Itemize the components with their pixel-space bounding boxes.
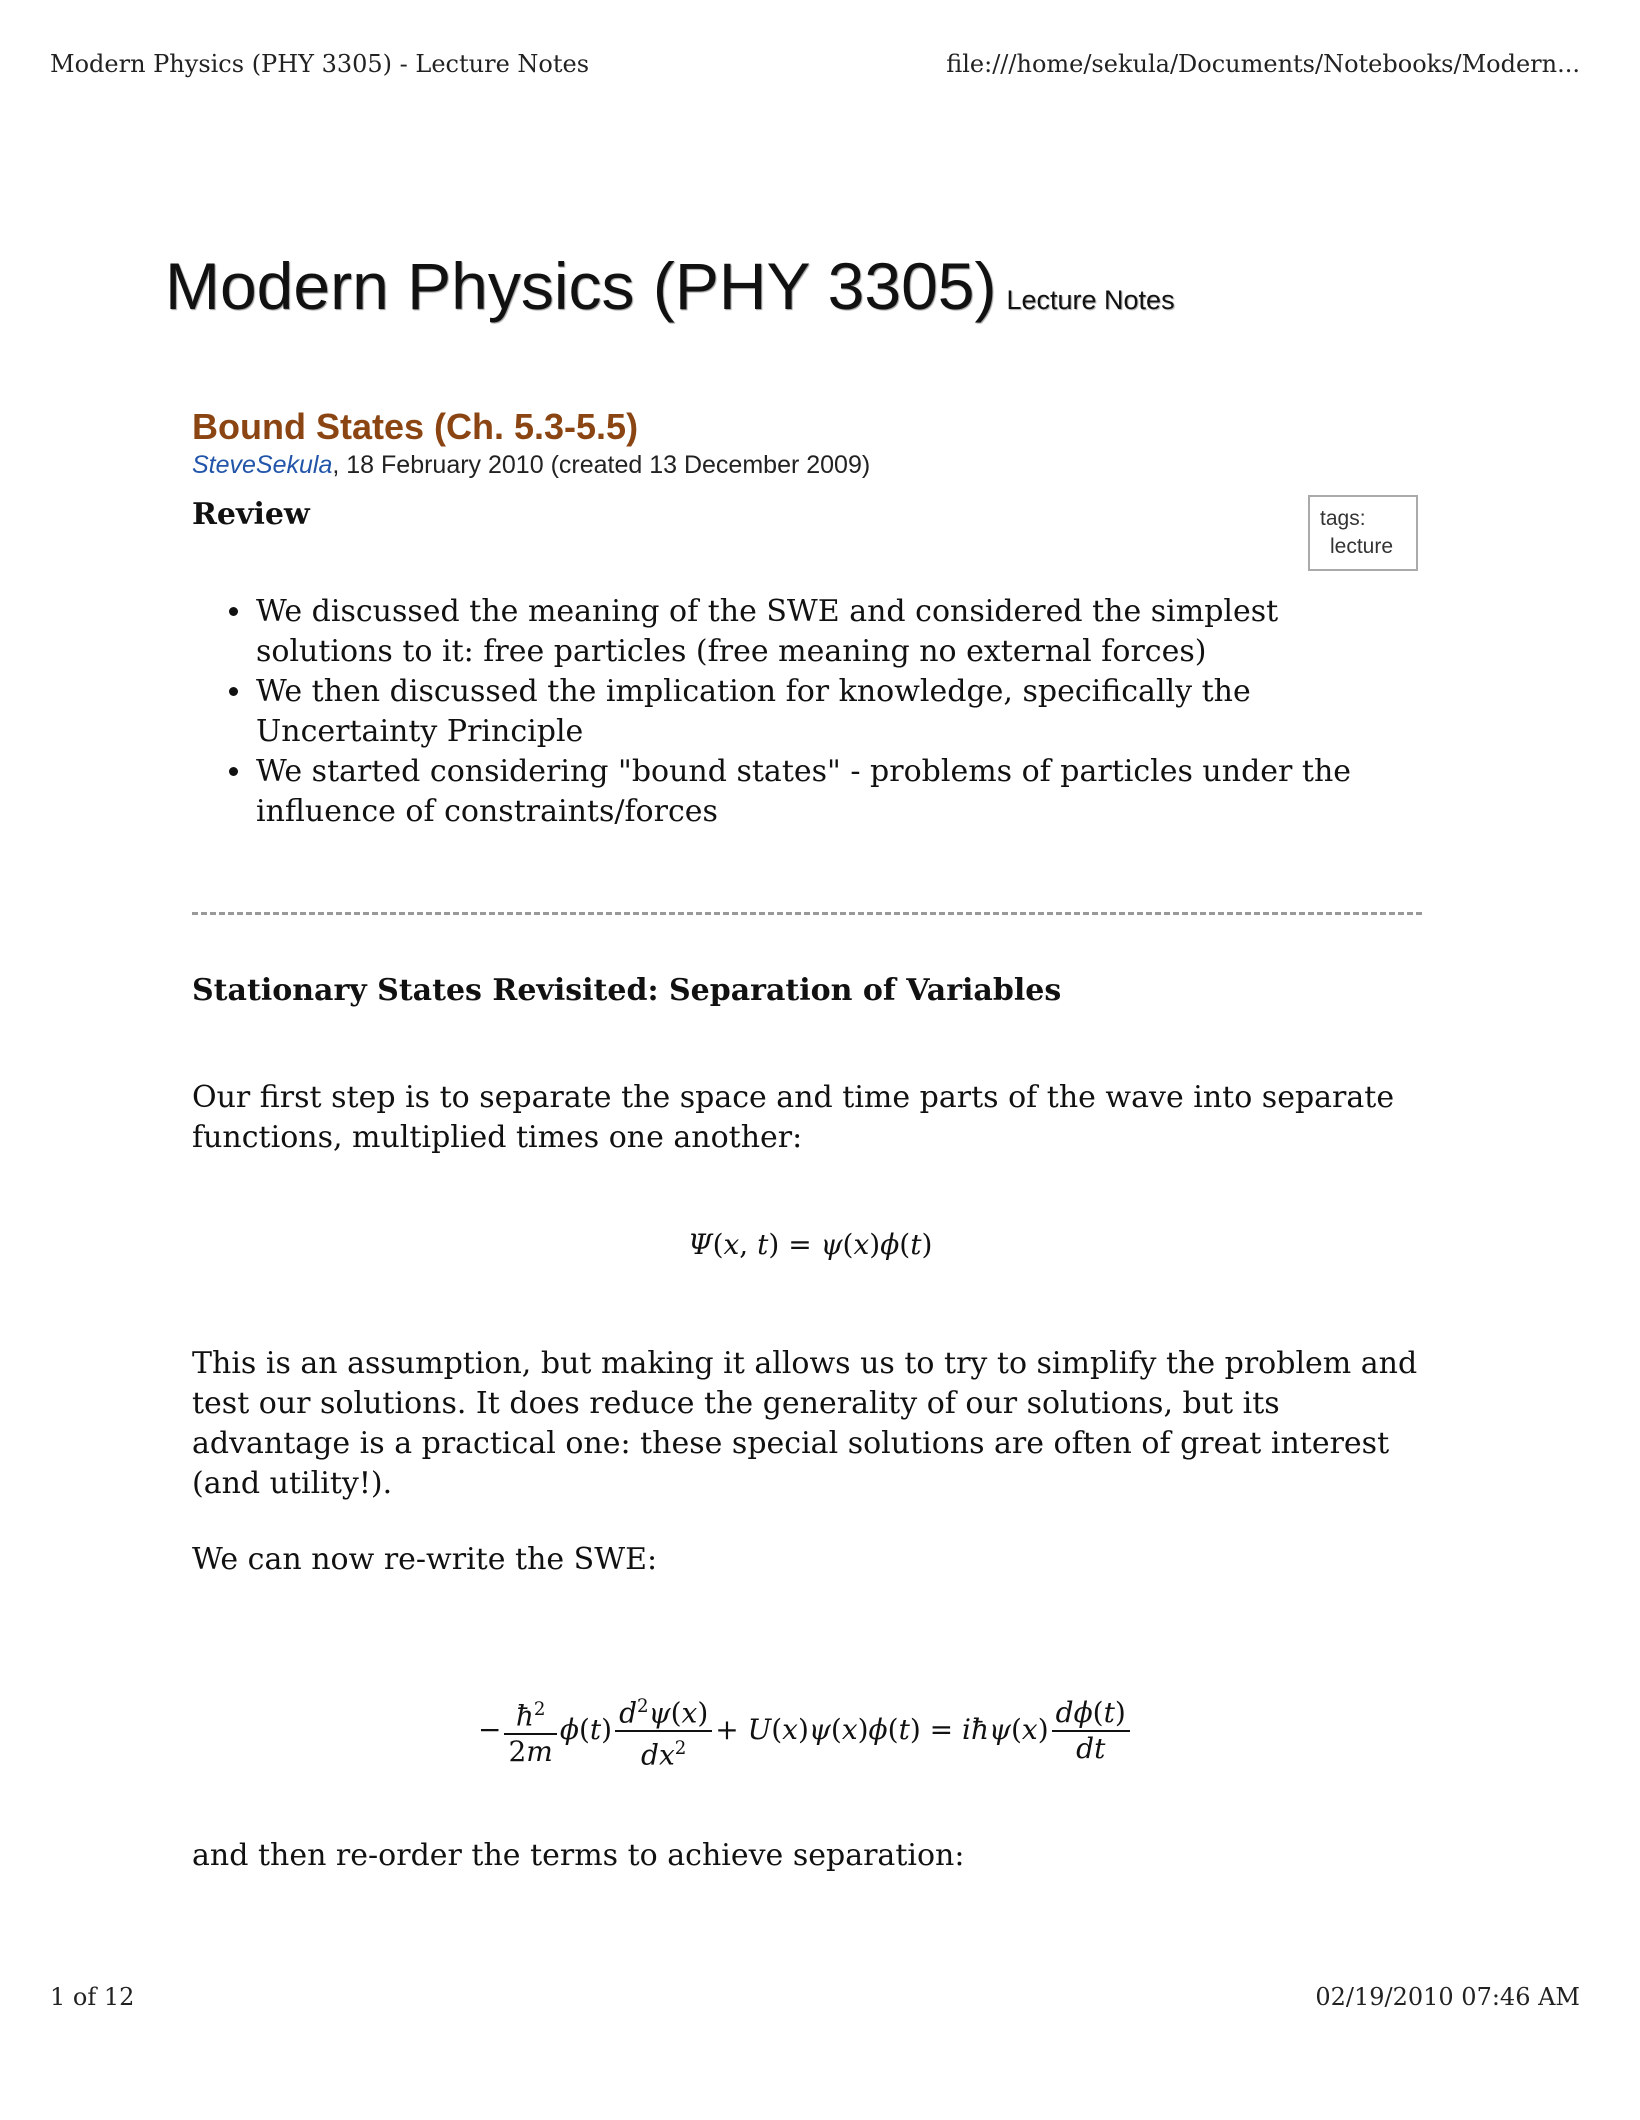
- paragraph-separate: Our first step is to separate the space and time parts of the wave into separate functions, multiplied times one another:: [192, 1080, 1395, 1155]
- paragraph-reorder: and then re-order the terms to achieve separation:: [192, 1838, 965, 1873]
- print-header-url: file:///home/sekula/Documents/Notebooks/Modern...: [946, 50, 1580, 78]
- paragraph-rewrite: We can now re-write the SWE:: [192, 1542, 658, 1577]
- list-item: • We then discussed the implication for knowledge, specifically the Uncertainty Principle: [254, 672, 1404, 752]
- tag-lecture[interactable]: lecture: [1330, 535, 1394, 558]
- list-item: • We started considering "bound states" - problems of particles under the influence of constraints/forces: [254, 752, 1404, 832]
- tags-label: tags:: [1320, 507, 1366, 530]
- print-header-title: Modern Physics (PHY 3305) - Lecture Notes: [50, 50, 590, 78]
- section-heading: Stationary States Revisited: Separation of Variables: [192, 973, 1062, 1008]
- tags-box: [1308, 495, 1418, 571]
- review-heading: Review: [192, 497, 310, 532]
- paragraph-assumption: This is an assumption, but making it allows us to try to simplify the problem and test our solutions. It does reduce the generality of our solutions, but its advantage is a practical one: these special solutions are often of great interest (and utility!).: [192, 1346, 1418, 1501]
- site-title-subtitle: Lecture Notes: [1006, 285, 1175, 315]
- print-header: [50, 50, 1580, 78]
- print-footer: [50, 1983, 1580, 2011]
- date-info: , 18 February 2010 (created 13 December 2009): [332, 451, 871, 479]
- print-timestamp: 02/19/2010 07:46 AM: [1315, 1983, 1580, 2011]
- page-number: 1 of 12: [50, 1983, 135, 2011]
- author-link[interactable]: SteveSekula: [192, 451, 333, 479]
- section-divider: [192, 912, 1422, 915]
- byline: [192, 449, 1422, 481]
- review-list: [192, 592, 1404, 832]
- site-title: [165, 248, 1175, 324]
- site-title-main: Modern Physics (PHY 3305): [165, 249, 997, 323]
- equation-swe: − $\frac{ħ^2}{2m}$ ϕ(t) $\frac{d^2\psi(x)}{dx^2}$ + U(x)ψ(x)ϕ(t) = iħψ(x) $\frac{d\phi(t)}{dt}$: [478, 1690, 1133, 1773]
- list-item: • We discussed the meaning of the SWE and considered the simplest solutions to it: free particles (free meaning no external forces): [254, 592, 1404, 672]
- equation-separation: Ψ(x, t) = ψ(x)ϕ(t): [688, 1228, 933, 1261]
- main-content: [192, 405, 1422, 1008]
- topic-title: Bound States (Ch. 5.3-5.5): [192, 406, 639, 447]
